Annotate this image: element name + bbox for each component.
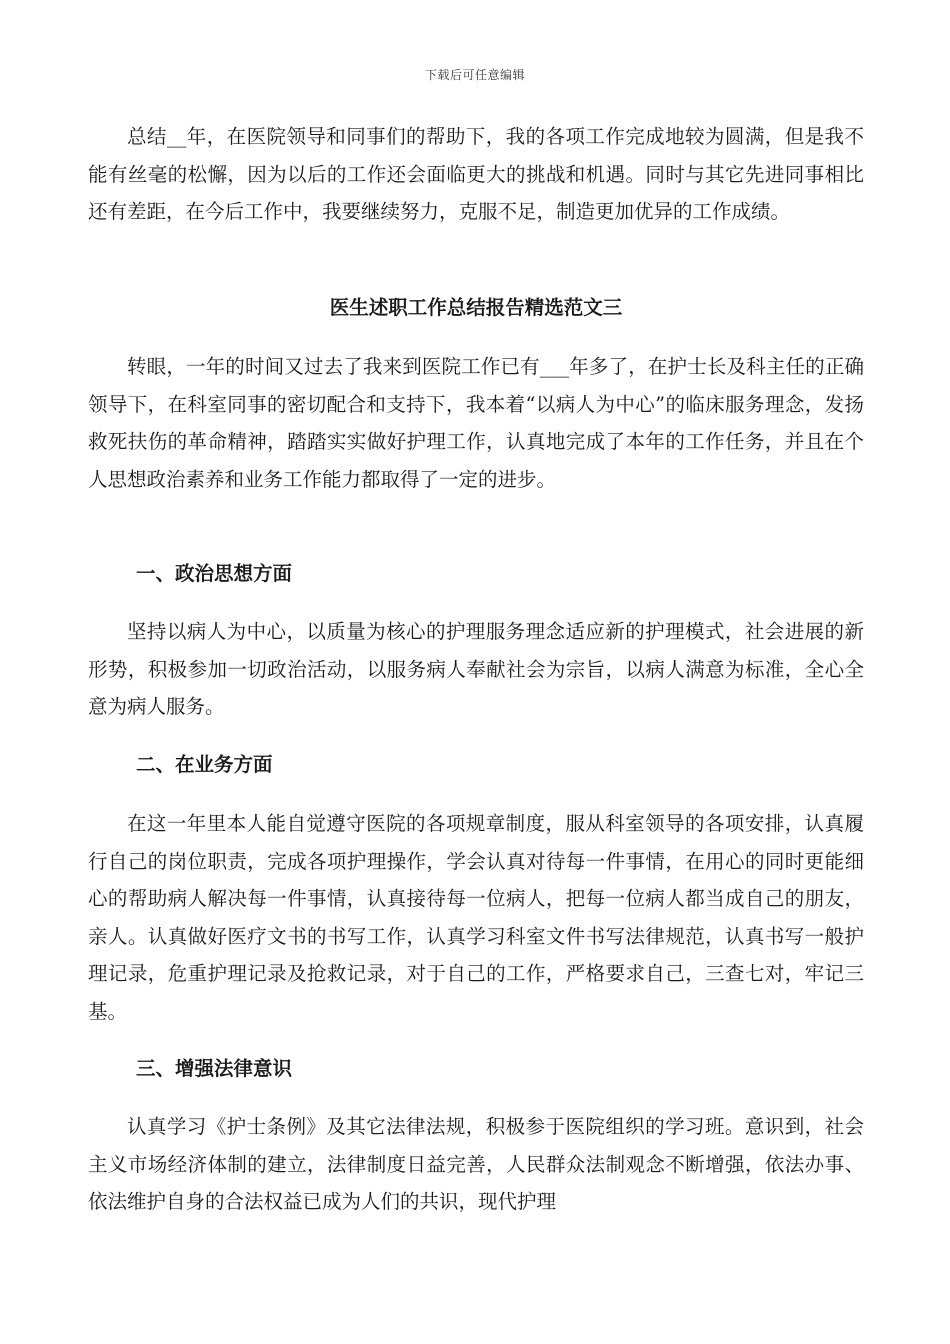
paragraph-law: 认真学习《护士条例》及其它法律法规，积极参于医院组织的学习班。意识到，社会主义市场经济体制的建立，法律制度日益完善，人民群众法制观念不断增强，依法办事、依法维护自身的合法权益已成为人们的共识，现代护理 (88, 1115, 864, 1213)
paragraph-intro: 转眼，一年的时间又过去了我来到医院工作已有___年多了，在护士长及科主任的正确领导下，在科室同事的密切配合和支持下，我本着“以病人为中心”的临床服务理念，发扬救死扶伤的革命精神，踏踏实实做好护理工作，认真地完成了本年的工作任务，并且在个人思想政治素养和业务工作能力都取得了一定的进步。 (88, 355, 864, 491)
paragraph-business: 在这一年里本人能自觉遵守医院的各项规章制度，服从科室领导的各项安排，认真履行自己的岗位职责，完成各项护理操作，学会认真对待每一件事情，在用心的同时更能细心的帮助病人解决每一件事情，认真接待每一位病人，把每一位病人都当成自己的朋友，亲人。认真做好医疗文书的书写工作，认真学习科室文件书写法律规范，认真书写一般护理记录，危重护理记录及抢救记录，对于自己的工作，严格要求自己，三查七对，牢记三基。 (88, 812, 864, 1023)
page-header-note: 下载后可任意编辑 (424, 68, 525, 82)
section-title: 医生述职工作总结报告精选范文三 (329, 296, 623, 319)
paragraph-summary: 总结__年，在医院领导和同事们的帮助下，我的各项工作完成地较为圆满，但是我不能有丝毫的松懈，因为以后的工作还会面临更大的挑战和机遇。同时与其它先进同事相比还有差距，在今后工作中，我要继续努力，克服不足，制造更加优异的工作成绩。 (88, 125, 864, 223)
heading-law: 三、增强法律意识 (136, 1057, 293, 1080)
heading-business: 二、在业务方面 (136, 753, 273, 776)
paragraph-political: 坚持以病人为中心，以质量为核心的护理服务理念适应新的护理模式，社会进展的新形势，积极参加一切政治活动，以服务病人奉献社会为宗旨，以病人满意为标准，全心全意为病人服务。 (88, 620, 864, 718)
heading-political: 一、政治思想方面 (136, 562, 293, 585)
